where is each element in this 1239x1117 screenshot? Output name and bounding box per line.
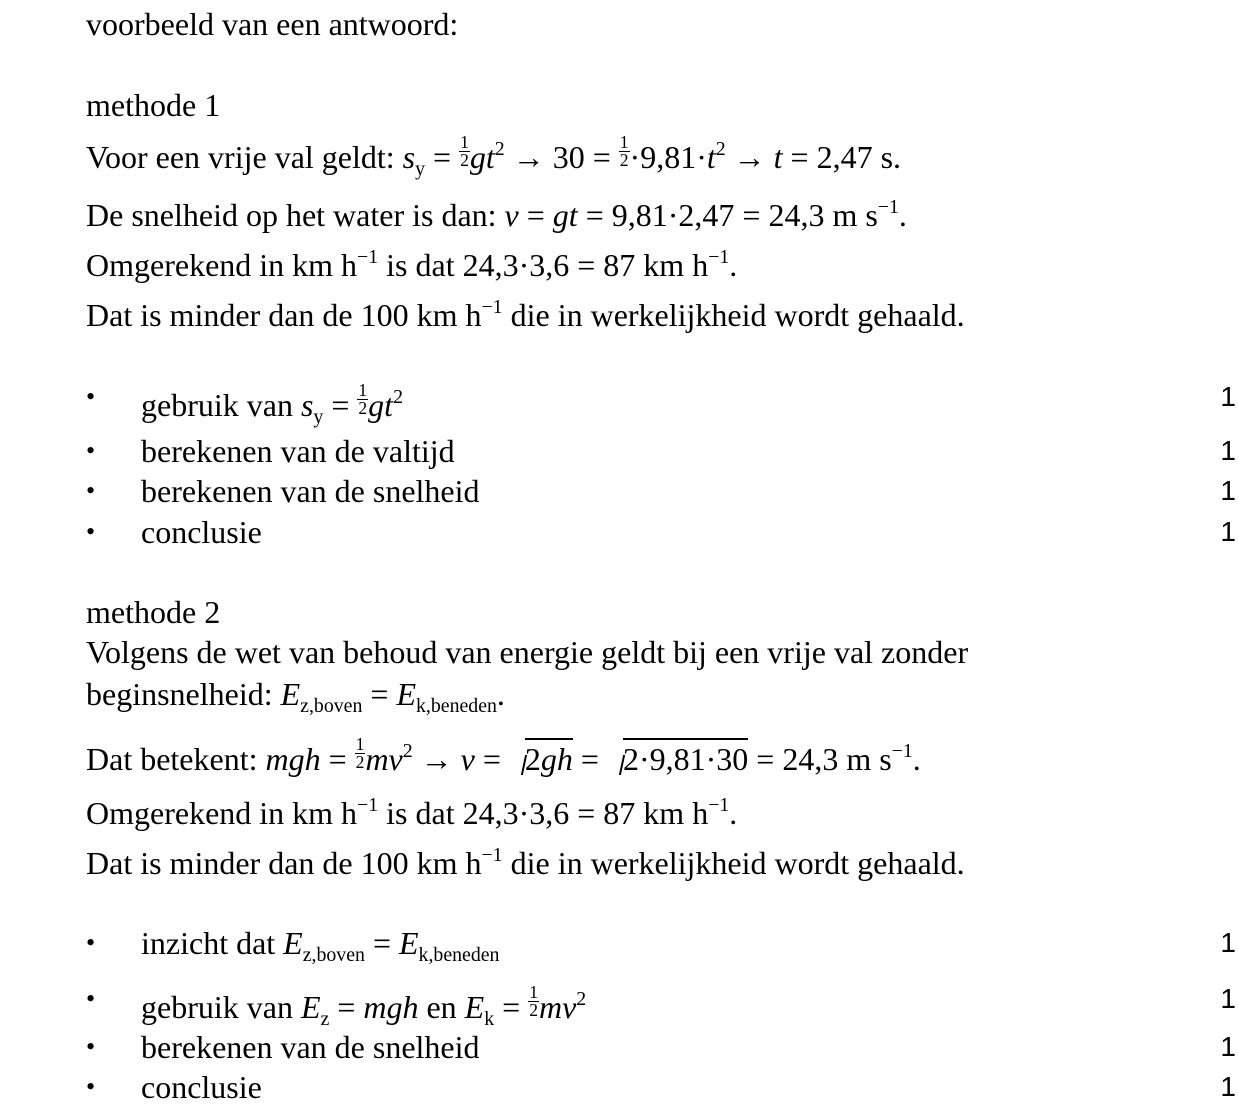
criterion-text: inzicht dat xyxy=(141,925,276,961)
bullet-icon: • xyxy=(86,517,96,546)
method2-line4-unit: km $h^{-1}$ xyxy=(292,794,379,831)
method1-line3 xyxy=(86,239,737,283)
criterion-score: 1 xyxy=(1220,381,1236,412)
method1-line3-unit: km $h^{-1}$ xyxy=(292,246,379,283)
criterion-score: 1 xyxy=(1220,1031,1236,1062)
method1-criterion-1 xyxy=(86,377,1236,428)
bullet-icon: • xyxy=(86,928,96,957)
method1-line2-formula: v = gt = 9,81·2,47 = 24,3 m $s^{-1}$. xyxy=(504,196,907,233)
method1-line3-text: Omgerekend in xyxy=(86,246,285,283)
method2-line2-text: beginsnelheid: xyxy=(86,676,273,712)
criterion-score: 1 xyxy=(1220,475,1236,506)
criterion-score: 1 xyxy=(1220,435,1236,466)
criterion-formula: $E_z$ = mgh en $E_k$ = $\frac{1}{2}$ $mv^2$ xyxy=(300,981,587,1030)
method2-line5-value: 100 km $h^{-1}$ xyxy=(360,844,503,881)
criterion-score: 1 xyxy=(1220,983,1236,1014)
bullet-icon: • xyxy=(86,436,96,465)
criterion-formula: $E_{z,boven} = E_{k,beneden}$ xyxy=(283,925,500,966)
bullet-icon: • xyxy=(86,382,96,411)
method2-line2-formula: $E_{z,boven} = E_{k,beneden}$. xyxy=(280,676,505,717)
method2-criterion-3 xyxy=(86,1027,1236,1067)
method1-line3-mid: is dat xyxy=(386,246,455,283)
method1-title: methode 1 xyxy=(86,87,221,123)
criterion-formula: $s_y$ = $\frac{1}{2}$ $gt^2$ xyxy=(300,379,403,428)
criterion-text: gebruik van xyxy=(141,386,293,423)
criterion-score: 1 xyxy=(1220,1071,1236,1102)
method2-line4-mid: is dat xyxy=(386,794,455,831)
method2-line4 xyxy=(86,787,737,831)
bullet-icon: • xyxy=(86,1032,96,1061)
method2-line5-prefix: Dat is minder dan de xyxy=(86,844,353,881)
criterion-text: conclusie xyxy=(141,514,262,550)
method1-criterion-2 xyxy=(86,431,1236,471)
criterion-text: conclusie xyxy=(141,1069,262,1105)
method2-line2 xyxy=(86,676,505,724)
method1-line1 xyxy=(86,131,901,187)
criterion-text: gebruik van xyxy=(141,988,293,1025)
bullet-icon: • xyxy=(86,1072,96,1101)
intro-heading: voorbeeld van een antwoord: xyxy=(86,6,459,42)
criterion-text: berekenen van de snelheid xyxy=(141,1029,480,1065)
method2-criterion-2 xyxy=(86,979,1236,1030)
method1-line1-text: Voor een vrije val geldt: xyxy=(86,138,395,175)
criterion-score: 1 xyxy=(1220,516,1236,547)
bullet-icon: • xyxy=(86,984,96,1013)
method1-line3-formula: 24,3·3,6 = 87 km $h^{-1}$. xyxy=(462,246,738,283)
method2-line3-text: Dat betekent: xyxy=(86,740,258,777)
method1-line4-value: 100 km $h^{-1}$ xyxy=(360,296,503,333)
method1-criterion-3 xyxy=(86,471,1236,511)
criterion-score: 1 xyxy=(1220,927,1236,958)
method2-title: methode 2 xyxy=(86,594,221,630)
method2-criterion-4 xyxy=(86,1067,1236,1107)
method1-line4 xyxy=(86,289,965,333)
method2-line3-formula: mgh = $\frac{1}{2}$ $mv^2 \to v = 2gh = 2\cdot 9,81\cdot 30 = 24,3$ m $s^{-1}$. xyxy=(265,733,921,777)
bullet-icon: • xyxy=(86,476,96,505)
method2-line1: Volgens de wet van behoud van energie geldt bij een vrije val zonder xyxy=(86,634,969,670)
method1-line4-prefix: Dat is minder dan de xyxy=(86,296,353,333)
method1-line4-suffix: die in werkelijkheid wordt gehaald. xyxy=(510,296,965,333)
criterion-text: berekenen van de snelheid xyxy=(141,473,480,509)
method1-criterion-4 xyxy=(86,512,1236,552)
method2-line4-formula: 24,3·3,6 = 87 km $h^{-1}$. xyxy=(462,794,738,831)
method2-line3 xyxy=(86,733,921,777)
criterion-text: berekenen van de valtijd xyxy=(141,433,455,469)
method1-line2-text: De snelheid op het water is dan: xyxy=(86,196,497,233)
method1-line2 xyxy=(86,189,907,233)
method2-line5-suffix: die in werkelijkheid wordt gehaald. xyxy=(510,844,965,881)
method1-line1-formula: $s_y$ = $\frac{1}{2}$ $gt^2 \to 30$ = $\frac{1}{2}$ $\cdot 9,81\cdot t^2 \to t = 2,47$ s. xyxy=(402,131,902,180)
method2-line4-text: Omgerekend in xyxy=(86,794,285,831)
method2-line5 xyxy=(86,837,965,881)
method2-criterion-1 xyxy=(86,923,1236,966)
